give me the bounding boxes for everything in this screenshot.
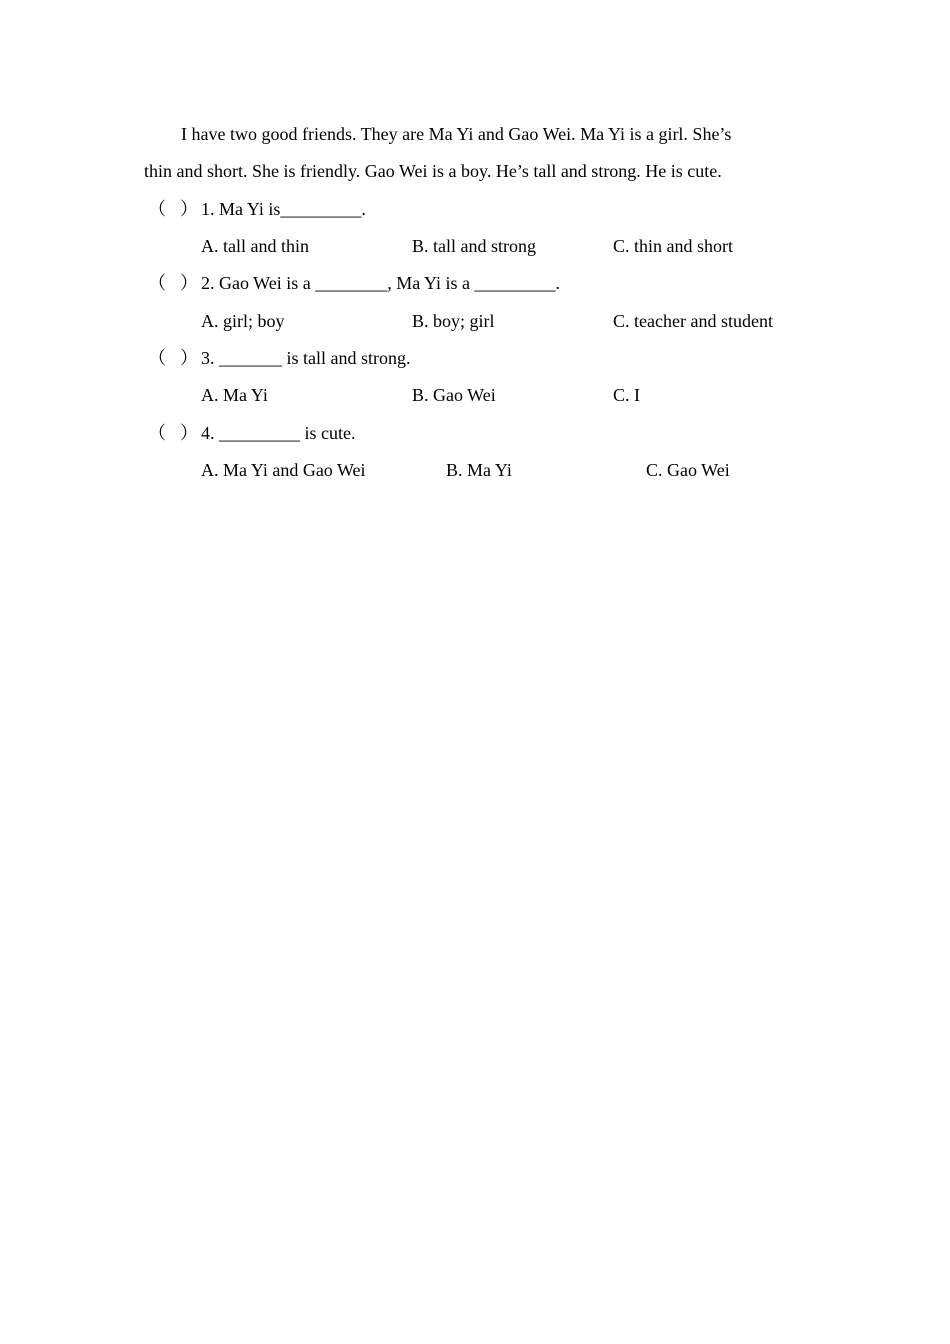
option-c: C. Gao Wei — [646, 460, 730, 480]
option-a: A. tall and thin — [201, 236, 309, 256]
answer-paren-open: （ — [148, 423, 166, 443]
answer-paren-close: ） — [180, 199, 198, 219]
option-b: B. tall and strong — [412, 236, 536, 256]
question-stem: 4. _________ is cute. — [201, 423, 356, 443]
option-c: C. I — [613, 385, 640, 405]
option-a: A. Ma Yi and Gao Wei — [201, 460, 366, 480]
question-stem: 3. _______ is tall and strong. — [201, 348, 411, 368]
question-stem: 1. Ma Yi is_________. — [201, 199, 366, 219]
option-b: B. Gao Wei — [412, 385, 496, 405]
option-b: B. boy; girl — [412, 311, 495, 331]
option-c: C. thin and short — [613, 236, 733, 256]
option-a: A. Ma Yi — [201, 385, 268, 405]
option-b: B. Ma Yi — [446, 460, 512, 480]
answer-paren-close: ） — [180, 348, 198, 368]
option-c: C. teacher and student — [613, 311, 773, 331]
answer-paren-open: （ — [148, 273, 166, 293]
option-a: A. girl; boy — [201, 311, 285, 331]
answer-paren-open: （ — [148, 199, 166, 219]
answer-paren-open: （ — [148, 348, 166, 368]
passage-line-1: I have two good friends. They are Ma Yi and Gao Wei. Ma Yi is a girl. She’s — [181, 124, 732, 144]
question-stem: 2. Gao Wei is a ________, Ma Yi is a _________. — [201, 273, 561, 293]
answer-paren-close: ） — [180, 273, 198, 293]
answer-paren-close: ） — [180, 423, 198, 443]
passage-line-2: thin and short. She is friendly. Gao Wei is a boy. He’s tall and strong. He is cute. — [144, 161, 722, 181]
